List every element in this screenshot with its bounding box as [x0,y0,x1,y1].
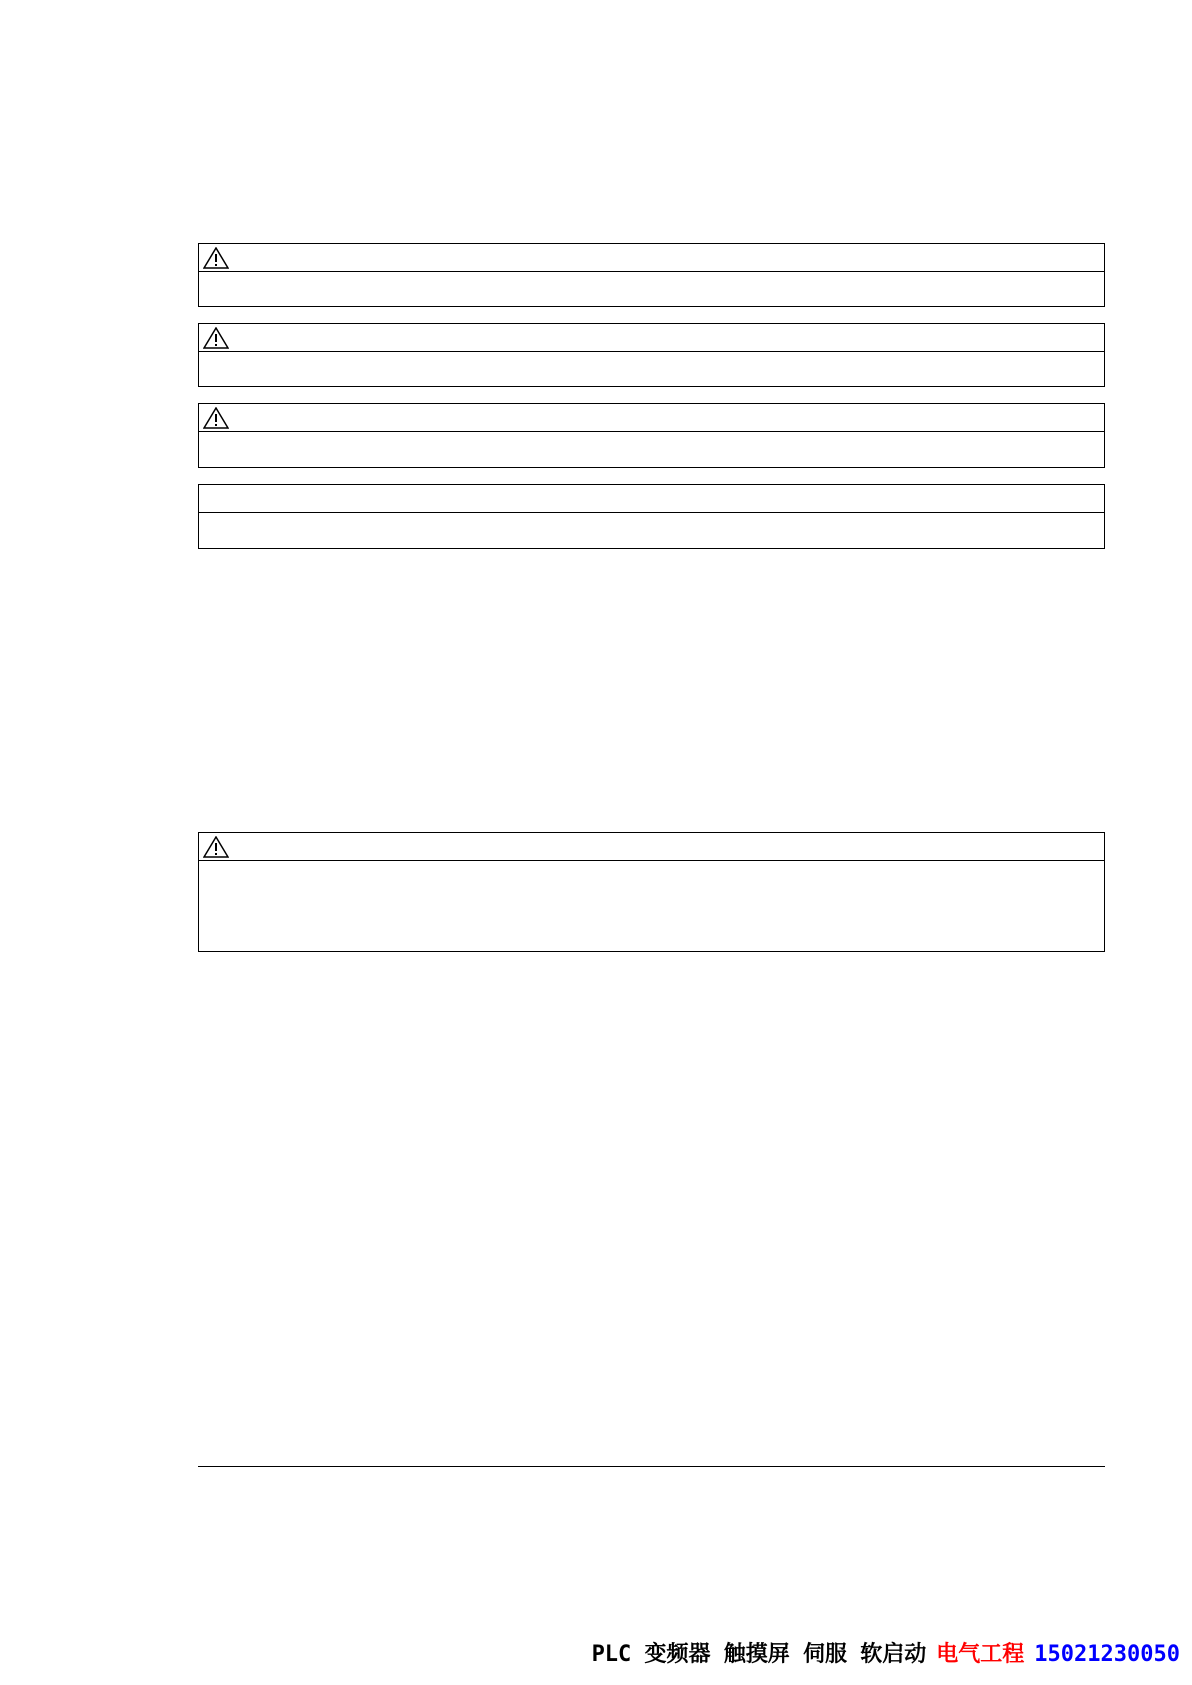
notice-header [199,244,1104,272]
notice-body [199,861,1104,951]
notice-body [199,272,1104,306]
safety-notice-1 [198,243,1105,307]
notice-header [199,404,1104,432]
warning-triangle-icon [203,836,229,858]
promo-products: PLC 变频器 触摸屏 伺服 软启动 [591,1642,927,1667]
warning-triangle-icon [203,407,229,429]
footer-promo [592,1641,1180,1669]
safety-notice-4 [198,484,1105,549]
notice-header [199,324,1104,352]
safety-notice-5 [198,832,1105,952]
promo-company: 电气工程 [936,1642,1025,1667]
footer-divider [198,1466,1105,1467]
warning-triangle-icon [203,327,229,349]
warning-triangle-icon [203,247,229,269]
safety-notice-3 [198,403,1105,468]
promo-phone: 15021230050 [1034,1642,1180,1667]
notice-header [199,833,1104,861]
notice-header [199,485,1104,513]
safety-notice-2 [198,323,1105,387]
notice-body [199,432,1104,467]
notice-body [199,352,1104,386]
notice-body [199,513,1104,548]
